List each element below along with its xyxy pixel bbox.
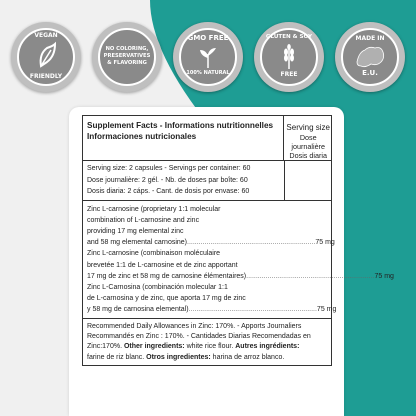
- badge-line-1: NO COLORING,: [105, 46, 149, 52]
- ingredient-amount: 75 mg: [315, 239, 335, 247]
- facts-title-line-2: Informaciones nutricionales: [87, 132, 197, 141]
- dose-label: Dose: [299, 133, 317, 142]
- dosis-diaria-label: Dosis diaria: [289, 151, 327, 160]
- ingredient-line: 17 mg de zinc et 58 mg de carnosine élémentaires): [87, 272, 247, 280]
- ingredient-amount: 75 mg: [316, 306, 337, 314]
- serving-line: Dose journalière: 2 gél. - Nb. de doses par boîte: 60: [87, 176, 248, 184]
- footer-line: Recommandés en Zinc : 170%. - Cantidades Diarias Recomendadas en: [87, 332, 311, 340]
- autres-ingredients-label: Autres ingrédients: [235, 343, 298, 351]
- ingredient-amount-row: y 58 mg de carnosina elemental) .................................................................. 75 mg: [87, 304, 327, 315]
- footer-line: Zinc:170%. Other ingredients: white rice flour. Autres ingrédients:: [87, 343, 300, 351]
- ingredient-line: Zinc L-Carnosina (combinación molecular 1:1: [87, 283, 228, 291]
- footer-text: farine de riz blanc.: [87, 353, 147, 361]
- no-coloring-badge: [92, 22, 162, 92]
- ingredient-line: y 58 mg de carnosina elemental): [87, 306, 189, 314]
- ingredient-amount-row: and 58 mg elemental carnosine) .................................................................. 75 mg: [87, 237, 327, 248]
- facts-header: [83, 116, 331, 161]
- made-in-eu-badge: [335, 22, 405, 92]
- otros-ingredientes-label: Otros ingredientes:: [146, 353, 211, 361]
- badge-top-text: GMO FREE: [187, 34, 229, 42]
- europe-map-icon: [335, 22, 405, 92]
- ingredient-line: Zinc L-carnosine (combinaison moléculaire: [87, 250, 221, 258]
- badge-top-text: GLUTEN & SOY: [265, 34, 313, 40]
- ingredient-line: providing 17 mg elemental zinc: [87, 227, 184, 235]
- serving-line: Serving size: 2 capsules - Servings per container: 60: [87, 165, 251, 172]
- badge-line-3: & FLAVORING: [107, 60, 147, 66]
- journaliere-label: journalière: [291, 142, 325, 151]
- serving-line: Dosis diaria: 2 cáps. - Cant. de dosis por envase: 60: [87, 188, 250, 195]
- badge-bottom-text: 100% NATURAL: [186, 70, 230, 76]
- badge-top-text: MADE IN: [355, 35, 385, 42]
- ingredient-amount-row: 17 mg de zinc et 58 mg de carnosine élémentaires) .................................................................. 75 mg: [87, 271, 327, 282]
- ingredient-line: brevetée 1:1 de L-carnosine et de zinc apportant: [87, 261, 238, 269]
- gmo-free-badge: [173, 22, 243, 92]
- footer-text: Zinc:170%.: [87, 343, 124, 351]
- certification-badges: [0, 0, 416, 110]
- vegan-friendly-badge: [11, 22, 81, 92]
- gluten-soy-free-badge: [254, 22, 324, 92]
- badge-top-text: VEGAN: [34, 32, 58, 39]
- serving-info: [83, 161, 331, 201]
- label-card: [69, 107, 394, 416]
- badge-line-2: PRESERVATIVES: [103, 53, 151, 59]
- ingredients-section: [83, 201, 394, 319]
- badge-bottom-text: E.U.: [362, 69, 378, 77]
- ingredient-line: Zinc L-carnosine (proprietary 1:1 molecular: [87, 205, 221, 213]
- ingredient-amount: 75 mg: [374, 272, 394, 280]
- ingredient-line: and 58 mg elemental carnosine): [87, 239, 188, 247]
- serving-size-label: Serving size: [286, 123, 330, 132]
- facts-title: [83, 116, 284, 160]
- footer-line: Recommended Daily Allowances in Zinc: 170%. - Apports Journaliers: [87, 322, 302, 330]
- facts-title-line-1: Supplement Facts - Informations nutritionnelles: [87, 121, 274, 130]
- footer-line: [87, 353, 328, 363]
- ingredient-line: de L-carnosina y de zinc, que aporta 17 mg de zinc: [87, 295, 246, 303]
- serving-size-header: [284, 116, 331, 160]
- facts-footer: [83, 319, 331, 366]
- other-ingredients-label: Other ingredients:: [123, 343, 185, 351]
- plant-icon: [173, 22, 243, 92]
- other-ingredients-value: white rice flour.: [184, 343, 236, 351]
- ingredient-line: combination of L-carnosine and zinc: [87, 216, 200, 224]
- otros-ingredientes-value: harina de arroz blanco.: [210, 353, 285, 361]
- badge-bottom-text: FREE: [280, 71, 298, 78]
- wheat-icon: [254, 22, 324, 92]
- badge-bottom-text: FRIENDLY: [29, 73, 63, 80]
- supplement-facts-table: [82, 115, 394, 366]
